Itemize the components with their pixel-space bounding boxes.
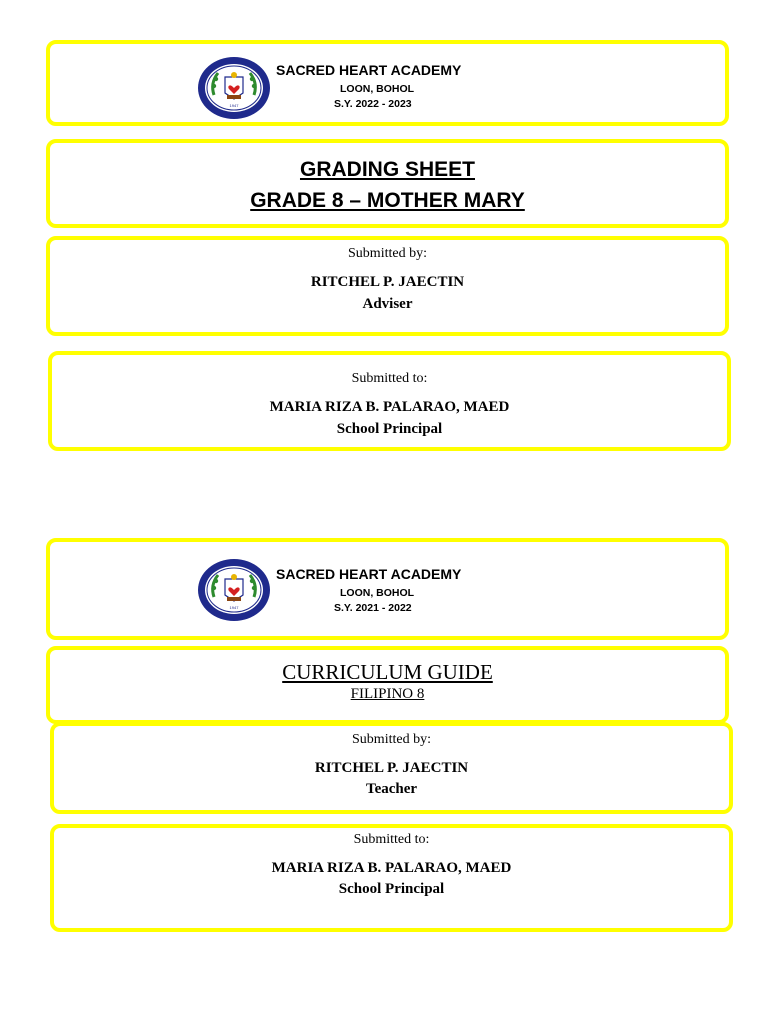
submitted-by-label: Submitted by:: [352, 732, 431, 747]
school-location: LOON, BOHOL: [340, 83, 415, 95]
submitter-name: RITCHEL P. JAECTIN: [310, 274, 465, 290]
school-year: S.Y. 2021 - 2022: [334, 602, 412, 614]
school-year: S.Y. 2022 - 2023: [334, 98, 412, 110]
page2-submitted-by-box: [50, 722, 733, 814]
submitter-name: RITCHEL P. JAECTIN: [314, 760, 469, 776]
page1-submitted-by-box: [46, 236, 729, 336]
submitted-by-label: Submitted by:: [348, 246, 427, 261]
recipient-role: School Principal: [336, 421, 443, 437]
submitted-to-label: Submitted to:: [353, 832, 430, 847]
page1-title-box: [46, 139, 729, 228]
recipient-name: MARIA RIZA B. PALARAO, MAED: [271, 860, 512, 876]
recipient-role: School Principal: [338, 881, 445, 897]
document-title: CURRICULUM GUIDE: [282, 660, 493, 684]
school-name: SACRED HEART ACADEMY: [276, 566, 462, 582]
school-location: LOON, BOHOL: [340, 587, 415, 599]
school-name: SACRED HEART ACADEMY: [276, 62, 462, 78]
submitter-role: Teacher: [365, 781, 418, 797]
page2-submitted-to-box: [50, 824, 733, 932]
document-subtitle: GRADE 8 – MOTHER MARY: [250, 189, 525, 212]
page1-submitted-to-box: [48, 351, 731, 451]
document-title: GRADING SHEET: [299, 158, 475, 181]
page1-header-box: [46, 40, 729, 126]
recipient-name: MARIA RIZA B. PALARAO, MAED: [269, 399, 510, 415]
document-subtitle: FILIPINO 8: [350, 686, 425, 702]
school-seal-icon: [196, 55, 272, 121]
page2-title-box: [46, 646, 729, 724]
school-seal-icon: [196, 557, 272, 623]
submitted-to-label: Submitted to:: [351, 371, 428, 386]
page2-header-box: [46, 538, 729, 640]
submitter-role: Adviser: [362, 296, 413, 312]
